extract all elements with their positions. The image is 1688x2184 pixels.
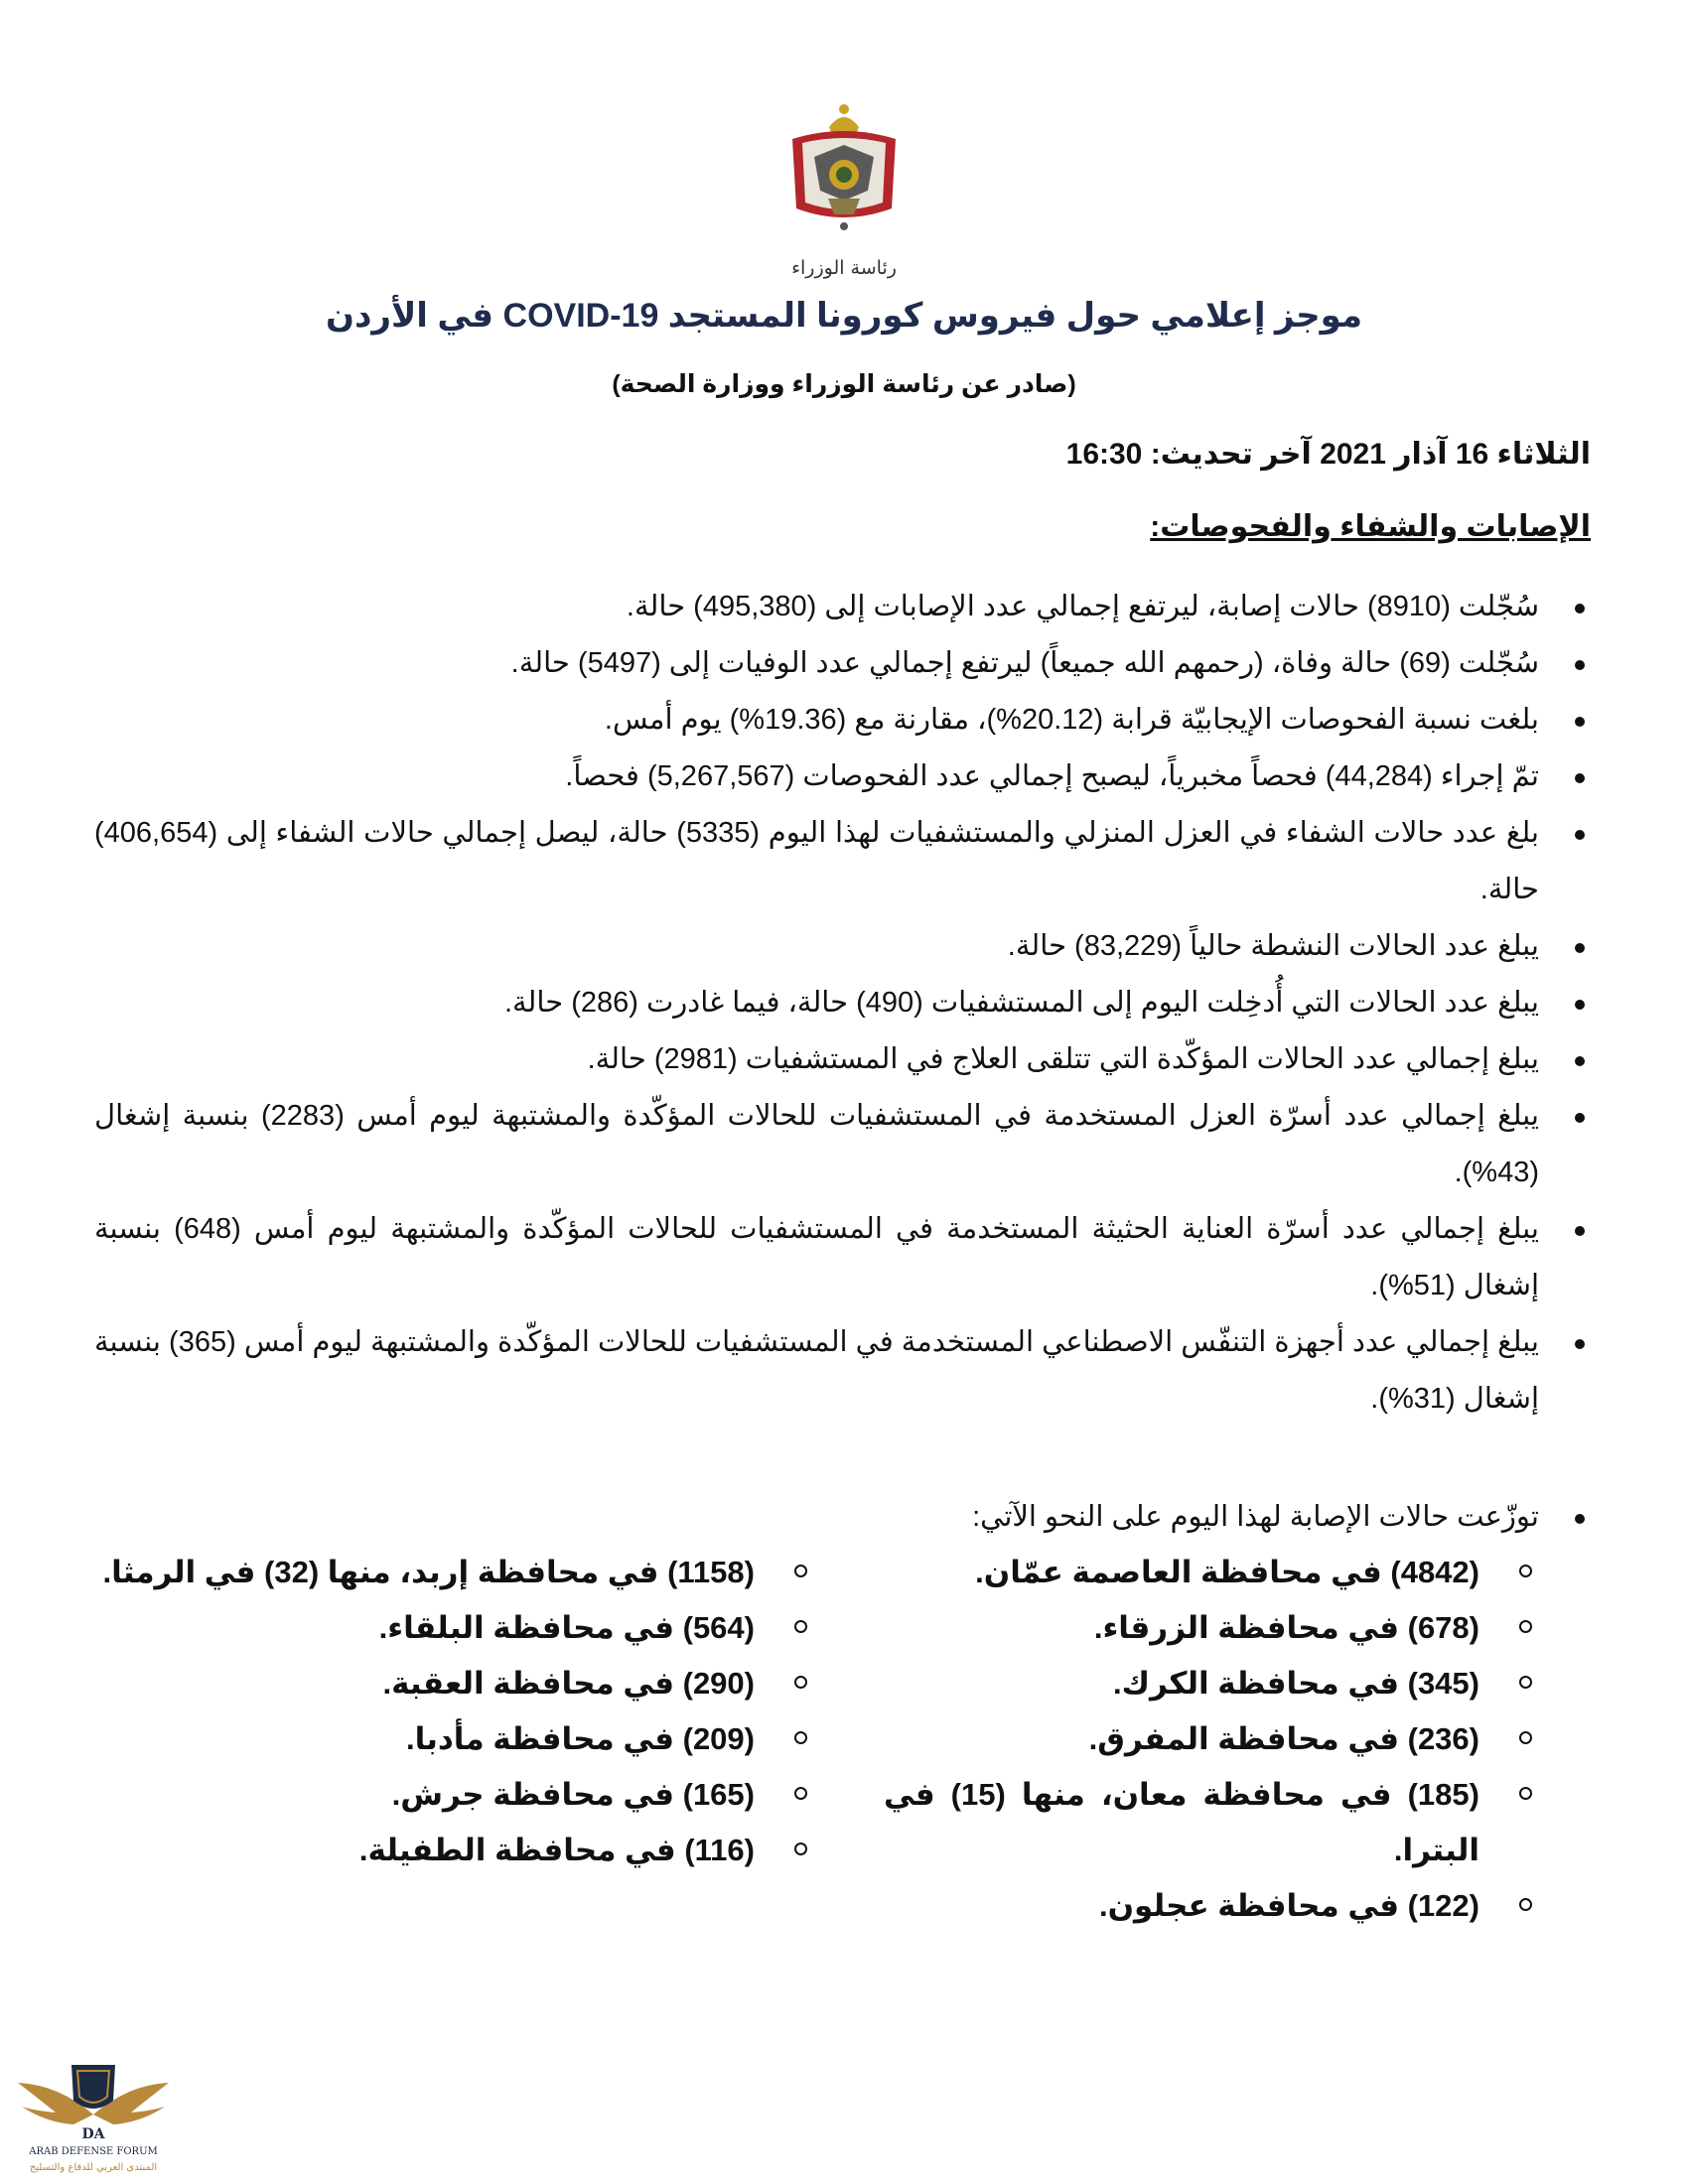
watermark-name-ar: المنتدى العربي للدفاع والتسليح [29, 2162, 158, 2173]
page-title: موجز إعلامي حول فيروس كورونا المستجد COVID-19 في الأردن [325, 297, 1363, 335]
stat-tests: تمّ إجراء (44,284) فحصاً مخبرياً، ليصبح إجمالي عدد الفحوصات (5,267,567) فحصاً. [94, 749, 1591, 805]
list-item: (236) في محافظة المفرق. [884, 1711, 1534, 1767]
statistics-list [94, 579, 1591, 1428]
coat-of-arms-emblem [784, 99, 904, 288]
distribution-left-column [79, 1545, 809, 1878]
list-item: (122) في محافظة عجلون. [884, 1878, 1534, 1934]
stat-active-cases: يبلغ عدد الحالات النشطة حالياً (83,229) حالة. [94, 918, 1591, 975]
list-item: (290) في محافظة العقبة. [79, 1656, 809, 1711]
list-item: (678) في محافظة الزرقاء. [884, 1600, 1534, 1656]
coat-of-arms-icon [784, 99, 904, 288]
stat-recoveries: بلغ عدد حالات الشفاء في العزل المنزلي والمستشفيات لهذا اليوم (5335) حالة، ليصل إجمالي حالات الشفاء إلى (406,654) حالة. [94, 805, 1591, 918]
list-item: (185) في محافظة معان، منها (15) في البترا. [884, 1767, 1534, 1878]
stat-hospitalized: يبلغ إجمالي عدد الحالات المؤكّدة التي تتلقى العلاج في المستشفيات (2981) حالة. [94, 1031, 1591, 1088]
list-item: (345) في محافظة الكرك. [884, 1656, 1534, 1711]
page-subtitle: (صادر عن رئاسة الوزراء ووزارة الصحة) [612, 370, 1076, 398]
update-dateline: الثلاثاء 16 آذار 2021 آخر تحديث: 16:30 [1065, 438, 1591, 471]
section-heading: الإصابات والشفاء والفحوصات: [1150, 510, 1591, 543]
emblem-caption: رئاسة الوزراء [791, 257, 897, 279]
list-item: (564) في محافظة البلقاء. [79, 1600, 809, 1656]
watermark-mark: DA [81, 2126, 105, 2142]
list-item: (4842) في محافظة العاصمة عمّان. [884, 1545, 1534, 1600]
stat-icu-beds: يبلغ إجمالي عدد أسرّة العناية الحثيثة المستخدمة في المستشفيات للحالات المؤكّدة والمشتبهة ليوم أمس (648) بنسبة إشغال (51%). [94, 1201, 1591, 1314]
list-item: (209) في محافظة مأدبا. [79, 1711, 809, 1767]
stat-isolation-beds: يبلغ إجمالي عدد أسرّة العزل المستخدمة في المستشفيات للحالات المؤكّدة والمشتبهة ليوم أمس (2283) بنسبة إشغال (43%). [94, 1088, 1591, 1201]
distribution-intro: توزّعت حالات الإصابة لهذا اليوم على النحو الآتي: [695, 1489, 1591, 1546]
stat-new-cases: سُجّلت (8910) حالات إصابة، ليرتفع إجمالي عدد الإصابات إلى (495,380) حالة. [94, 579, 1591, 635]
watermark-name-en: ARAB DEFENSE FORUM [29, 2146, 158, 2157]
list-item: (116) في محافظة الطفيلة. [79, 1823, 809, 1878]
stat-positivity-rate: بلغت نسبة الفحوصات الإيجابيّة قرابة (20.12%)، مقارنة مع (19.36%) يوم أمس. [94, 692, 1591, 749]
distribution-right-column [884, 1545, 1534, 1934]
list-item: (165) في محافظة جرش. [79, 1767, 809, 1823]
forum-watermark [14, 2055, 173, 2179]
wings-logo-icon [14, 2055, 173, 2179]
stat-hospital-admissions: يبلغ عدد الحالات التي أُدخِلت اليوم إلى المستشفيات (490) حالة، فيما غادرت (286) حالة. [94, 975, 1591, 1031]
stat-deaths: سُجّلت (69) حالة وفاة، (رحمهم الله جميعاً) ليرتفع إجمالي عدد الوفيات إلى (5497) حالة. [94, 635, 1591, 692]
list-item: (1158) في محافظة إربد، منها (32) في الرمثا. [79, 1545, 809, 1600]
stat-ventilators: يبلغ إجمالي عدد أجهزة التنفّس الاصطناعي المستخدمة في المستشفيات للحالات المؤكّدة والمشتبهة ليوم أمس (365) بنسبة إشغال (31%). [94, 1314, 1591, 1428]
